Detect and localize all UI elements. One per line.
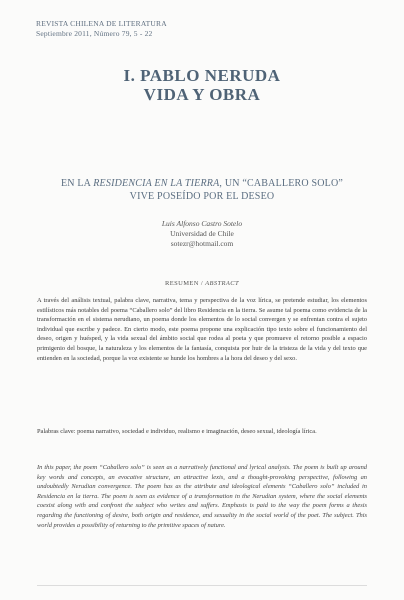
article-title — [50, 177, 354, 203]
author-block — [0, 219, 404, 249]
journal-issue: Septiembre 2011, Número 79, 5 - 22 — [36, 29, 153, 38]
abstract-text: In this paper, the poem “Caballero solo” is seen as a narratively functional and lyrical analysis. The poem is built up around key words and concepts, an evocative structure, an attractive lexis, and a thought-provoking perspective, following an undoubtedly Nerudian convergence. The poem has as the attribute and ideological elements “Caballero solo” included in Residencia en la tierra. The poem is seen as evidence of a transformation in the Nerudian system, where the social elements coexist along with and confront the subject who writes and suffers. Emphasis is paid to the way the poem forms a thesis regarding the functioning of desire, both origin and residence, and sexuality in the social world of the poet. The subject. This world provides a possibility of returning to the primitive spaces of nature. — [37, 464, 367, 529]
bottom-divider — [37, 585, 367, 586]
journal-name: REVISTA CHILENA DE LITERATURA — [36, 19, 167, 28]
section-title-line1: I. PABLO NERUDA — [123, 66, 281, 85]
article-title-italic: RESIDENCIA EN LA TIERRA — [93, 178, 220, 189]
article-title-pre: EN LA — [60, 178, 91, 189]
author-email: sotezr@hotmail.com — [170, 239, 234, 248]
resumen-heading-main: RESUMEN / — [164, 280, 206, 287]
resumen-text: A través del análisis textual, palabra clave, narrativa, tema y perspectiva de la voz lírica, se pretende estudiar, los elementos estilísticos más notables del poema “Caballero solo” del libro Residencia en la tierra. Se asume tal poema como evidencia de la transformación en el sistema nerudiano, un poema donde los elementos de lo social convergen y se enfrentan contra el sujeto individual que escribe y padece. En cierto modo, este poema propone una explicación tipo texto sobre el funcionamiento del deseo, origen y huésped, y la vida sexual del ámbito social que rodea al poeta y que promueve el retorno posible a espacio primigenio del bosque, la naturaleza y los elementos de la fantasía, conquista por huir de la tristeza de la vida y del texto que entienden en la sociedad, porque la voz existente se hunde los hombres a la hora del deseo y del sexo. — [37, 297, 367, 362]
author-affiliation: Universidad de Chile — [170, 229, 234, 238]
author-name: Luis Alfonso Castro Sotelo — [161, 219, 243, 228]
journal-header — [36, 19, 167, 39]
resumen-heading-italic: ABSTRACT — [205, 280, 240, 287]
section-title — [0, 66, 404, 104]
keywords-text: Palabras clave: poema narrativo, sociedad e individuo, realismo e imaginación, deseo sexual, ideología lírica. — [37, 428, 317, 435]
section-title-line2: VIDA Y OBRA — [143, 85, 261, 104]
resumen-heading — [0, 280, 404, 287]
article-title-post: , UN “CABALLERO SOLO” VIVE POSEÍDO POR EL DESEO — [129, 178, 344, 202]
